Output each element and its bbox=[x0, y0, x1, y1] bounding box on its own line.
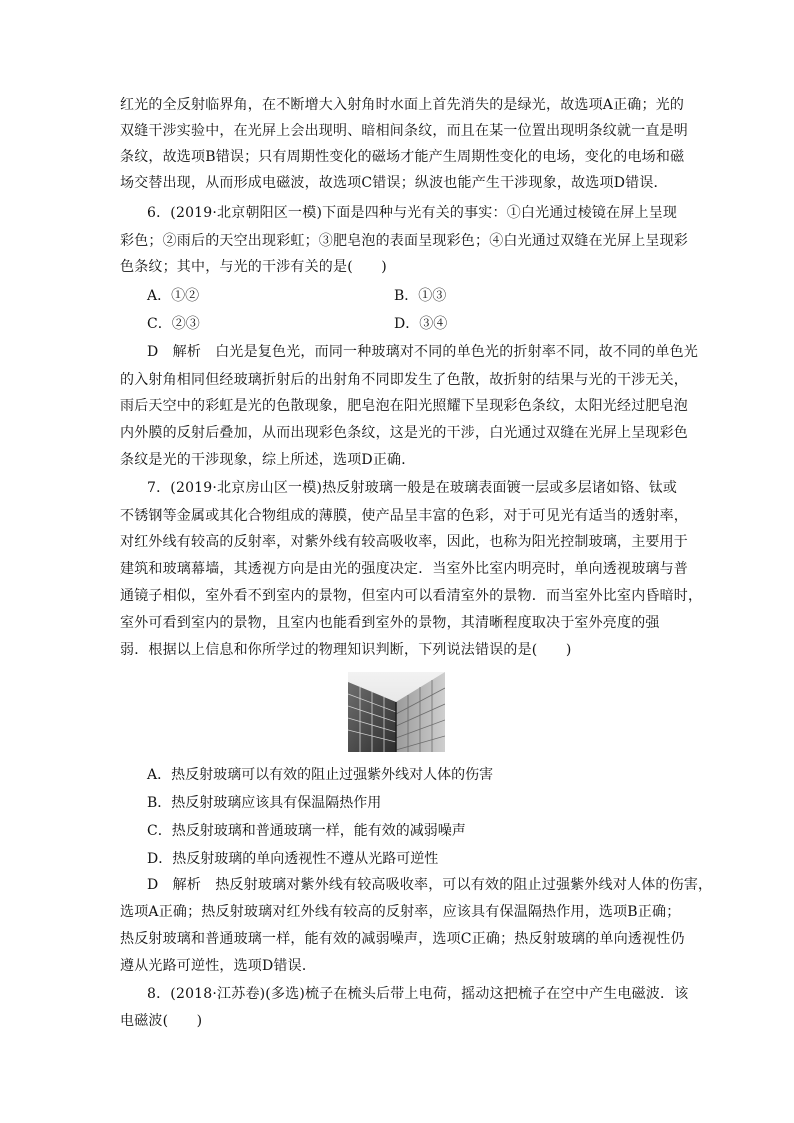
text-line: 条纹，故选项B错误；只有周期性变化的磁场才能产生周期性变化的电场，变化的电场和磁 bbox=[120, 149, 685, 165]
text-line: 建筑和玻璃幕墙，其透视方向是由光的强度决定．当室外比室内明亮时，单向透视玻璃与普 bbox=[120, 561, 688, 577]
text-line: 弱．根据以上信息和你所学过的物理知识判断，下列说法错误的是( ) bbox=[120, 642, 572, 658]
question-8-stem: 8．(2018·江苏卷)(多选)梳子在梳头后带上电荷，摇动这把梳子在空中产生电磁波．该 bbox=[147, 986, 689, 1002]
text-line: 红光的全反射临界角，在不断增大入射角时水面上首先消失的是绿光，故选项A正确；光的 bbox=[120, 97, 685, 113]
text-line: 通镜子相似，室外看不到室内的景物，但室内可以看清室外的景物．而当室外比室内昏暗时， bbox=[120, 588, 703, 604]
q6-option-d: D．③④ bbox=[394, 316, 448, 332]
q7-option-b: B．热反射玻璃应该具有保温隔热作用 bbox=[147, 795, 382, 811]
text-line: 色条纹；其中，与光的干涉有关的是( ) bbox=[120, 259, 387, 275]
text-line: 不锈钢等金属或其化合物组成的薄膜，使产品呈丰富的色彩，对于可见光有适当的透射率， bbox=[120, 508, 688, 524]
q6-answer: D 解析 白光是复色光，而同一种玻璃对不同的单色光的折射率不同，故不同的单色光 bbox=[147, 344, 699, 360]
glass-building-photo bbox=[348, 672, 445, 752]
question-6-stem: 6．(2019·北京朝阳区一模)下面是四种与光有关的事实：①白光通过棱镜在屏上呈现 bbox=[147, 205, 678, 221]
q6-option-b: B．①③ bbox=[394, 288, 447, 304]
text-line: 遵从光路可逆性，选项D错误． bbox=[120, 958, 317, 974]
q7-answer: D 解析 热反射玻璃对紫外线有较高吸收率，可以有效的阻止过强紫外线对人体的伤害， bbox=[147, 877, 713, 893]
text-line: 电磁波( ) bbox=[120, 1013, 203, 1029]
q6-option-c: C．②③ bbox=[147, 316, 200, 332]
q6-option-a: A．①② bbox=[147, 288, 200, 304]
text-line: 双缝干涉实验中，在光屏上会出现明、暗相间条纹，而且在某一位置出现明条纹就一直是明 bbox=[120, 123, 688, 139]
text-line: 对红外线有较高的反射率，对紫外线有较高吸收率，因此，也称为阳光控制玻璃，主要用于 bbox=[120, 534, 688, 550]
text-line: 场交替出现，从而形成电磁波，故选项C错误；纵波也能产生干涉现象，故选项D错误． bbox=[120, 175, 668, 191]
text-line: 室外可看到室内的景物，且室内也能看到室外的景物，其清晰程度取决于室外亮度的强 bbox=[120, 615, 660, 631]
question-7-stem: 7．(2019·北京房山区一模)热反射玻璃一般是在玻璃表面镀一层或多层诸如铬、钛或 bbox=[147, 480, 678, 496]
text-line: 的入射角相同但经玻璃折射后的出射角不同即发生了色散，故折射的结果与光的干涉无关， bbox=[120, 372, 688, 388]
text-line: 选项A正确；热反射玻璃对红外线有较高的反射率，应该具有保温隔热作用，选项B正确； bbox=[120, 904, 681, 920]
text-line: 彩色；②雨后的天空出现彩虹；③肥皂泡的表面呈现彩色；④白光通过双缝在光屏上呈现彩 bbox=[120, 233, 688, 249]
q7-option-d: D．热反射玻璃的单向透视性不遵从光路可逆性 bbox=[147, 851, 439, 867]
text-line: 条纹是光的干涉现象，综上所述，选项D正确． bbox=[120, 452, 416, 468]
q7-option-c: C．热反射玻璃和普通玻璃一样，能有效的减弱噪声 bbox=[147, 823, 466, 839]
text-line: 热反射玻璃和普通玻璃一样，能有效的减弱噪声，选项C正确；热反射玻璃的单向透视性仍 bbox=[120, 931, 685, 947]
text-line: 内外膜的反射后叠加，从而出现彩色条纹，这是光的干涉，白光通过双缝在光屏上呈现彩色 bbox=[120, 425, 688, 441]
q7-option-a: A．热反射玻璃可以有效的阻止过强紫外线对人体的伤害 bbox=[147, 767, 494, 783]
text-line: 雨后天空中的彩虹是光的色散现象，肥皂泡在阳光照耀下呈现彩色条纹，太阳光经过肥皂泡 bbox=[120, 398, 688, 414]
